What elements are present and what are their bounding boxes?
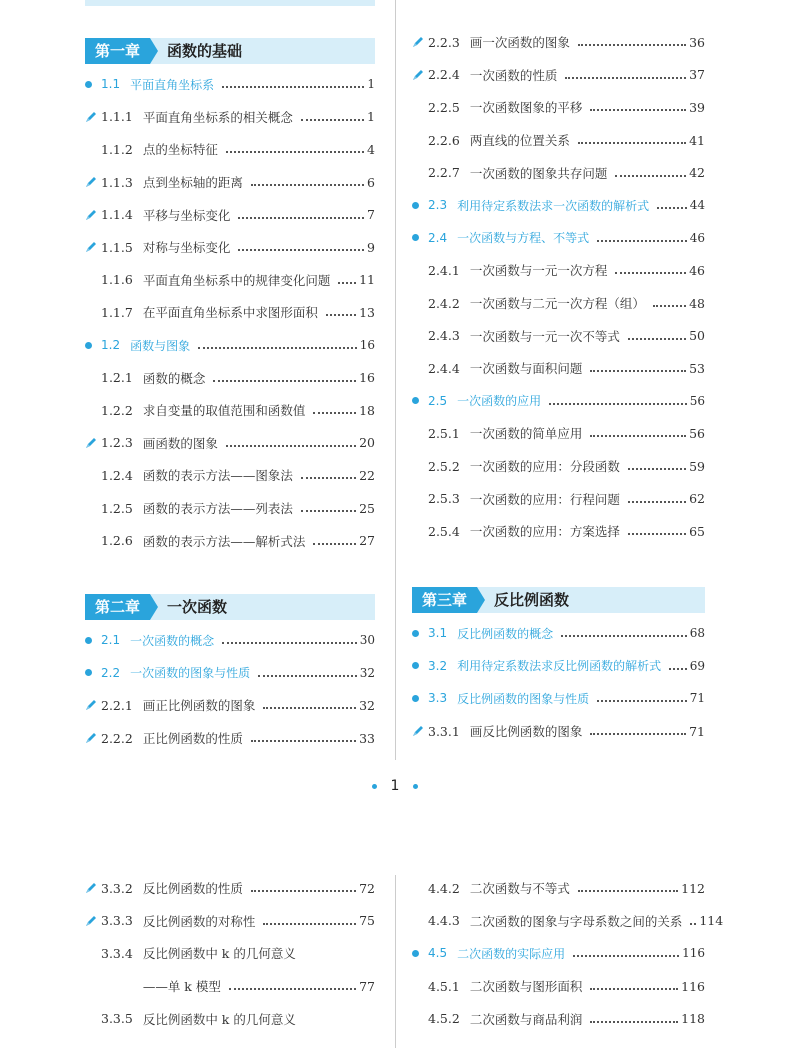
toc-entry	[412, 515, 705, 548]
entry-number: 2.5.3	[428, 491, 460, 507]
toc-entry	[85, 133, 375, 166]
entry-title: ——单 k 模型	[142, 979, 221, 995]
entry-number: 1.2.2	[101, 402, 133, 418]
entry-title: 二次函数与不等式	[469, 881, 570, 897]
toc-entry	[85, 427, 375, 460]
toc-entry	[85, 689, 375, 722]
entry-number: 1.1.1	[101, 109, 133, 125]
entry-page: 1	[367, 109, 375, 125]
pencil-icon	[85, 241, 101, 253]
leader-dots	[628, 468, 686, 470]
entry-page: 39	[689, 99, 705, 115]
toc-entry	[412, 124, 705, 157]
toc-entry	[412, 1002, 705, 1035]
toc-column-right-bottom	[412, 872, 724, 1035]
top-banner-fragment	[85, 0, 375, 6]
entry-number: 2.2	[101, 665, 121, 680]
entry-page: 59	[689, 458, 705, 474]
entry-page: 27	[359, 533, 375, 549]
entry-page: 116	[682, 946, 705, 961]
toc-entry	[412, 417, 705, 450]
entry-page: 68	[689, 626, 705, 641]
toc-entry	[412, 26, 705, 59]
chapter-title: 反比例函数	[494, 591, 570, 609]
page-number-dot-left	[372, 784, 377, 789]
leader-dots	[573, 955, 679, 957]
toc-entry	[85, 524, 375, 557]
toc-column-left-bottom	[85, 872, 375, 1035]
entry-title: 一次函数的概念	[130, 633, 215, 648]
toc-entry	[412, 287, 705, 320]
leader-dots	[597, 240, 687, 242]
leader-dots	[578, 142, 686, 144]
entry-number: 4.4.3	[428, 913, 460, 929]
entry-number: 1.1.6	[101, 272, 133, 288]
entry-title: 反比例函数中 k 的几何意义	[142, 1011, 296, 1027]
entry-page: 16	[359, 338, 375, 353]
toc-entry	[85, 459, 375, 492]
entry-number: 1.2.5	[101, 500, 133, 516]
entry-title: 反比例函数的图象与性质	[457, 691, 590, 706]
leader-dots	[669, 668, 687, 670]
entry-page: 72	[359, 880, 375, 896]
entry-number: 2.4.2	[428, 295, 460, 311]
entry-title: 二次函数与图形面积	[469, 979, 583, 995]
toc-entry	[412, 482, 705, 515]
leader-dots	[251, 740, 356, 742]
pencil-icon	[85, 699, 101, 711]
leader-dots	[313, 543, 356, 545]
toc-entry	[85, 492, 375, 525]
entry-page: 4	[367, 141, 375, 157]
leader-dots	[590, 435, 686, 437]
page-number-value: 1	[390, 778, 400, 794]
entry-page: 50	[689, 328, 705, 344]
toc-entry	[412, 254, 705, 287]
entry-page: 48	[689, 295, 705, 311]
entry-title: 两直线的位置关系	[469, 133, 570, 149]
entry-number: 2.5.2	[428, 458, 460, 474]
entry-title: 一次函数与面积问题	[469, 361, 583, 377]
entry-number: 1.2.1	[101, 370, 133, 386]
leader-dots	[657, 207, 687, 209]
entry-number: 3.1	[428, 626, 448, 641]
entry-number: 4.5.1	[428, 978, 460, 994]
entry-page: 9	[367, 239, 375, 255]
leader-dots	[590, 1021, 678, 1023]
leader-dots	[222, 86, 364, 88]
entry-title: 一次函数的图象共存问题	[469, 165, 608, 181]
toc-section-entry	[85, 624, 375, 657]
entry-page: 42	[689, 165, 705, 181]
entry-page: 6	[367, 174, 375, 190]
entry-title: 点到坐标轴的距离	[142, 175, 243, 191]
leader-dots	[653, 305, 686, 307]
entry-page: 13	[359, 304, 375, 320]
leader-dots	[258, 675, 357, 677]
entry-page: 20	[359, 435, 375, 451]
toc-entry	[412, 872, 705, 905]
entry-title: 函数的表示方法——解析式法	[142, 533, 306, 549]
entry-number: 2.5	[428, 393, 448, 408]
entry-title: 反比例函数的概念	[457, 626, 554, 641]
entry-title: 一次函数的应用	[457, 394, 542, 409]
entry-title: 平面直角坐标系	[130, 77, 215, 92]
toc-entry	[85, 970, 375, 1003]
toc-entry	[85, 905, 375, 938]
entry-page: 46	[689, 230, 705, 245]
toc-entry	[85, 722, 375, 755]
entry-page: 118	[681, 1011, 705, 1027]
bullet-dot-icon	[85, 342, 101, 349]
leader-dots	[590, 733, 686, 735]
entry-title: 一次函数图象的平移	[469, 100, 583, 116]
leader-dots	[628, 338, 686, 340]
column-divider-lower	[395, 875, 396, 1048]
leader-dots	[313, 412, 356, 414]
entry-title: 利用待定系数法求一次函数的解析式	[457, 198, 650, 213]
bullet-dot-icon	[412, 662, 428, 669]
entry-number: 3.3.1	[428, 723, 460, 739]
entry-number: 1.2.6	[101, 533, 133, 549]
toc-column-right-top	[412, 26, 705, 548]
pencil-icon	[85, 732, 101, 744]
entry-title: 一次函数的应用：分段函数	[469, 459, 620, 475]
bullet-dot-icon	[412, 630, 428, 637]
entry-page: 25	[359, 500, 375, 516]
entry-number: 2.4.1	[428, 262, 460, 278]
leader-dots	[222, 642, 357, 644]
bullet-dot-icon	[412, 234, 428, 241]
entry-title: 一次函数的性质	[469, 67, 558, 83]
entry-page: 56	[689, 425, 705, 441]
entry-number: 3.3	[428, 691, 448, 706]
entry-number: 4.4.2	[428, 880, 460, 896]
toc-entry	[85, 937, 375, 970]
toc-entry	[412, 905, 724, 938]
toc-entry	[85, 231, 375, 264]
leader-dots	[338, 282, 356, 284]
leader-dots	[690, 923, 696, 925]
toc-entry	[85, 361, 375, 394]
entry-title: 一次函数的简单应用	[469, 426, 583, 442]
entry-page: 36	[689, 34, 705, 50]
leader-dots	[590, 370, 686, 372]
leader-dots	[590, 109, 686, 111]
toc-section-entry	[412, 222, 705, 255]
entry-number: 1.2.4	[101, 467, 133, 483]
entry-page: 18	[359, 402, 375, 418]
entry-title: 函数的概念	[142, 370, 206, 386]
entry-title: 平面直角坐标系的相关概念	[142, 109, 293, 125]
entry-title: 一次函数与一元一次不等式	[469, 328, 620, 344]
toc-section-entry	[85, 657, 375, 690]
leader-dots	[628, 533, 686, 535]
entry-page: 22	[359, 467, 375, 483]
entry-page: 56	[689, 393, 705, 408]
entry-number: 3.3.2	[101, 880, 133, 896]
toc-entry	[85, 872, 375, 905]
toc-entry	[412, 59, 705, 92]
leader-dots	[565, 77, 686, 79]
entry-page: 69	[689, 658, 705, 673]
toc-entry	[85, 394, 375, 427]
toc-entry	[412, 319, 705, 352]
leader-dots	[238, 249, 364, 251]
entry-title: 画正比例函数的图象	[142, 698, 256, 714]
pencil-icon	[85, 111, 101, 123]
entry-number: 1.1	[101, 77, 121, 92]
toc-entry	[412, 156, 705, 189]
entry-number: 2.5.4	[428, 523, 460, 539]
entry-number: 1.2	[101, 338, 121, 353]
entry-title: 反比例函数的性质	[142, 881, 243, 897]
entry-number: 1.1.5	[101, 239, 133, 255]
bullet-dot-icon	[85, 81, 101, 88]
toc-entry	[85, 1002, 375, 1035]
entry-title: 画函数的图象	[142, 435, 218, 451]
chapter-title: 一次函数	[167, 598, 228, 616]
bullet-dot-icon	[85, 669, 101, 676]
leader-dots	[628, 501, 686, 503]
leader-dots	[226, 151, 364, 153]
leader-dots	[301, 510, 356, 512]
entry-page: 77	[359, 978, 375, 994]
entry-title: 函数的表示方法——图象法	[142, 468, 293, 484]
entry-title: 一次函数与一元一次方程	[469, 263, 608, 279]
entry-number: 2.2.6	[428, 132, 460, 148]
entry-page: 71	[689, 723, 705, 739]
entry-number: 2.5.1	[428, 425, 460, 441]
entry-number: 4.5.2	[428, 1011, 460, 1027]
toc-section-entry	[412, 385, 705, 418]
entry-number: 1.1.3	[101, 174, 133, 190]
leader-dots	[590, 988, 678, 990]
entry-number: 2.1	[101, 633, 121, 648]
entry-title: 二次函数与商品利润	[469, 1011, 583, 1027]
toc-entry	[85, 198, 375, 231]
chapter-title: 函数的基础	[167, 42, 243, 60]
leader-dots	[229, 988, 356, 990]
entry-title: 一次函数与二元一次方程（组）	[469, 296, 645, 312]
entry-page: 71	[689, 691, 705, 706]
entry-number: 2.2.4	[428, 67, 460, 83]
leader-dots	[251, 184, 364, 186]
pencil-icon	[85, 209, 101, 221]
chapter-header-3	[412, 587, 705, 613]
leader-dots	[615, 272, 686, 274]
toc-section-entry	[412, 617, 705, 650]
entry-title: 一次函数与方程、不等式	[457, 231, 590, 246]
entry-page: 53	[689, 360, 705, 376]
leader-dots	[263, 707, 356, 709]
entry-title: 点的坐标特征	[142, 142, 218, 158]
entry-page: 1	[367, 77, 375, 92]
entry-title: 反比例函数的对称性	[142, 913, 256, 929]
toc-column-left-top	[85, 38, 375, 557]
entry-page: 116	[681, 978, 705, 994]
pencil-icon	[85, 915, 101, 927]
entry-number: 1.1.4	[101, 207, 133, 223]
entry-page: 32	[359, 697, 375, 713]
entry-page: 44	[689, 198, 705, 213]
leader-dots	[213, 380, 356, 382]
entry-number: 2.4.4	[428, 360, 460, 376]
bullet-dot-icon	[412, 695, 428, 702]
bullet-dot-icon	[412, 950, 428, 957]
entry-number: 2.2.1	[101, 697, 133, 713]
entry-page: 30	[359, 633, 375, 648]
toc-section-entry	[85, 68, 375, 101]
pencil-icon	[412, 725, 428, 737]
entry-number: 1.2.3	[101, 435, 133, 451]
entry-title: 利用待定系数法求反比例函数的解析式	[457, 659, 662, 674]
entry-number: 2.2.2	[101, 730, 133, 746]
leader-dots	[326, 314, 356, 316]
chapter-tag: 第三章	[412, 587, 477, 613]
entry-page: 75	[359, 913, 375, 929]
entry-page: 11	[359, 272, 375, 288]
entry-number: 4.5	[428, 946, 448, 961]
entry-title: 正比例函数的性质	[142, 731, 243, 747]
entry-number: 1.1.7	[101, 304, 133, 320]
entry-title: 对称与坐标变化	[142, 240, 231, 256]
leader-dots	[578, 44, 686, 46]
entry-title: 平移与坐标变化	[142, 207, 231, 223]
entry-number: 2.2.5	[428, 99, 460, 115]
leader-dots	[301, 477, 356, 479]
entry-number: 3.3.5	[101, 1011, 133, 1027]
entry-title: 平面直角坐标系中的规律变化问题	[142, 272, 331, 288]
toc-entry	[412, 970, 705, 1003]
leader-dots	[251, 890, 356, 892]
entry-number: 3.3.3	[101, 913, 133, 929]
entry-number: 2.2.7	[428, 165, 460, 181]
toc-entry	[412, 91, 705, 124]
toc-entry	[85, 296, 375, 329]
entry-title: 求自变量的取值范围和函数值	[142, 403, 306, 419]
bullet-dot-icon	[85, 637, 101, 644]
chapter-header-2	[85, 594, 375, 620]
entry-page: 41	[689, 132, 705, 148]
entry-page: 65	[689, 523, 705, 539]
entry-title: 画反比例函数的图象	[469, 724, 583, 740]
entry-title: 二次函数的实际应用	[457, 946, 566, 961]
entry-page: 16	[359, 370, 375, 386]
entry-title: 一次函数的图象与性质	[130, 666, 251, 681]
entry-number: 2.3	[428, 198, 448, 213]
entry-number: 3.2	[428, 658, 448, 673]
pencil-icon	[412, 69, 428, 81]
leader-dots	[226, 445, 356, 447]
toc-section-entry	[412, 937, 705, 970]
toc-section-entry	[412, 682, 705, 715]
entry-page: 33	[359, 730, 375, 746]
toc-section-entry	[85, 329, 375, 362]
entry-number: 2.4.3	[428, 328, 460, 344]
toc-entry	[412, 352, 705, 385]
toc-entry	[412, 450, 705, 483]
leader-dots	[549, 403, 687, 405]
toc-section-entry	[412, 189, 705, 222]
entry-number: 1.1.2	[101, 141, 133, 157]
toc-column-right-chapter3	[412, 587, 705, 747]
leader-dots	[578, 890, 678, 892]
entry-title: 反比例函数中 k 的几何意义	[142, 946, 296, 962]
column-divider	[395, 0, 396, 760]
pencil-icon	[412, 36, 428, 48]
entry-page: 7	[367, 207, 375, 223]
entry-title: 画一次函数的图象	[469, 35, 570, 51]
leader-dots	[238, 217, 364, 219]
toc-entry	[85, 166, 375, 199]
leader-dots	[263, 923, 356, 925]
page-number-dot-right	[413, 784, 418, 789]
entry-title: 二次函数的图象与字母系数之间的关系	[469, 913, 683, 929]
leader-dots	[301, 119, 364, 121]
toc-entry	[85, 101, 375, 134]
entry-number: 2.2.3	[428, 34, 460, 50]
entry-number: 2.4	[428, 230, 448, 245]
entry-title: 一次函数的应用：行程问题	[469, 491, 620, 507]
bullet-dot-icon	[412, 397, 428, 404]
leader-dots	[597, 700, 687, 702]
entry-title: 一次函数的应用：方案选择	[469, 524, 620, 540]
leader-dots	[198, 347, 357, 349]
entry-page: 32	[359, 665, 375, 680]
pencil-icon	[85, 437, 101, 449]
page-number	[0, 778, 790, 794]
entry-page: 62	[689, 491, 705, 507]
entry-title: 函数的表示方法——列表法	[142, 501, 293, 517]
entry-page: 114	[699, 913, 724, 929]
entry-title: 函数与图象	[130, 338, 191, 353]
toc-entry	[85, 264, 375, 297]
bullet-dot-icon	[412, 202, 428, 209]
toc-entry	[412, 715, 705, 748]
entry-page: 112	[681, 880, 705, 896]
toc-column-left-chapter2	[85, 594, 375, 754]
leader-dots	[615, 175, 686, 177]
entry-page: 37	[689, 67, 705, 83]
toc-section-entry	[412, 650, 705, 683]
pencil-icon	[85, 176, 101, 188]
chapter-tag: 第二章	[85, 594, 150, 620]
chapter-header-1	[85, 38, 375, 64]
leader-dots	[561, 635, 687, 637]
pencil-icon	[85, 882, 101, 894]
entry-title: 在平面直角坐标系中求图形面积	[142, 305, 318, 321]
chapter-tag: 第一章	[85, 38, 150, 64]
entry-page: 46	[689, 262, 705, 278]
entry-number: 3.3.4	[101, 945, 133, 961]
